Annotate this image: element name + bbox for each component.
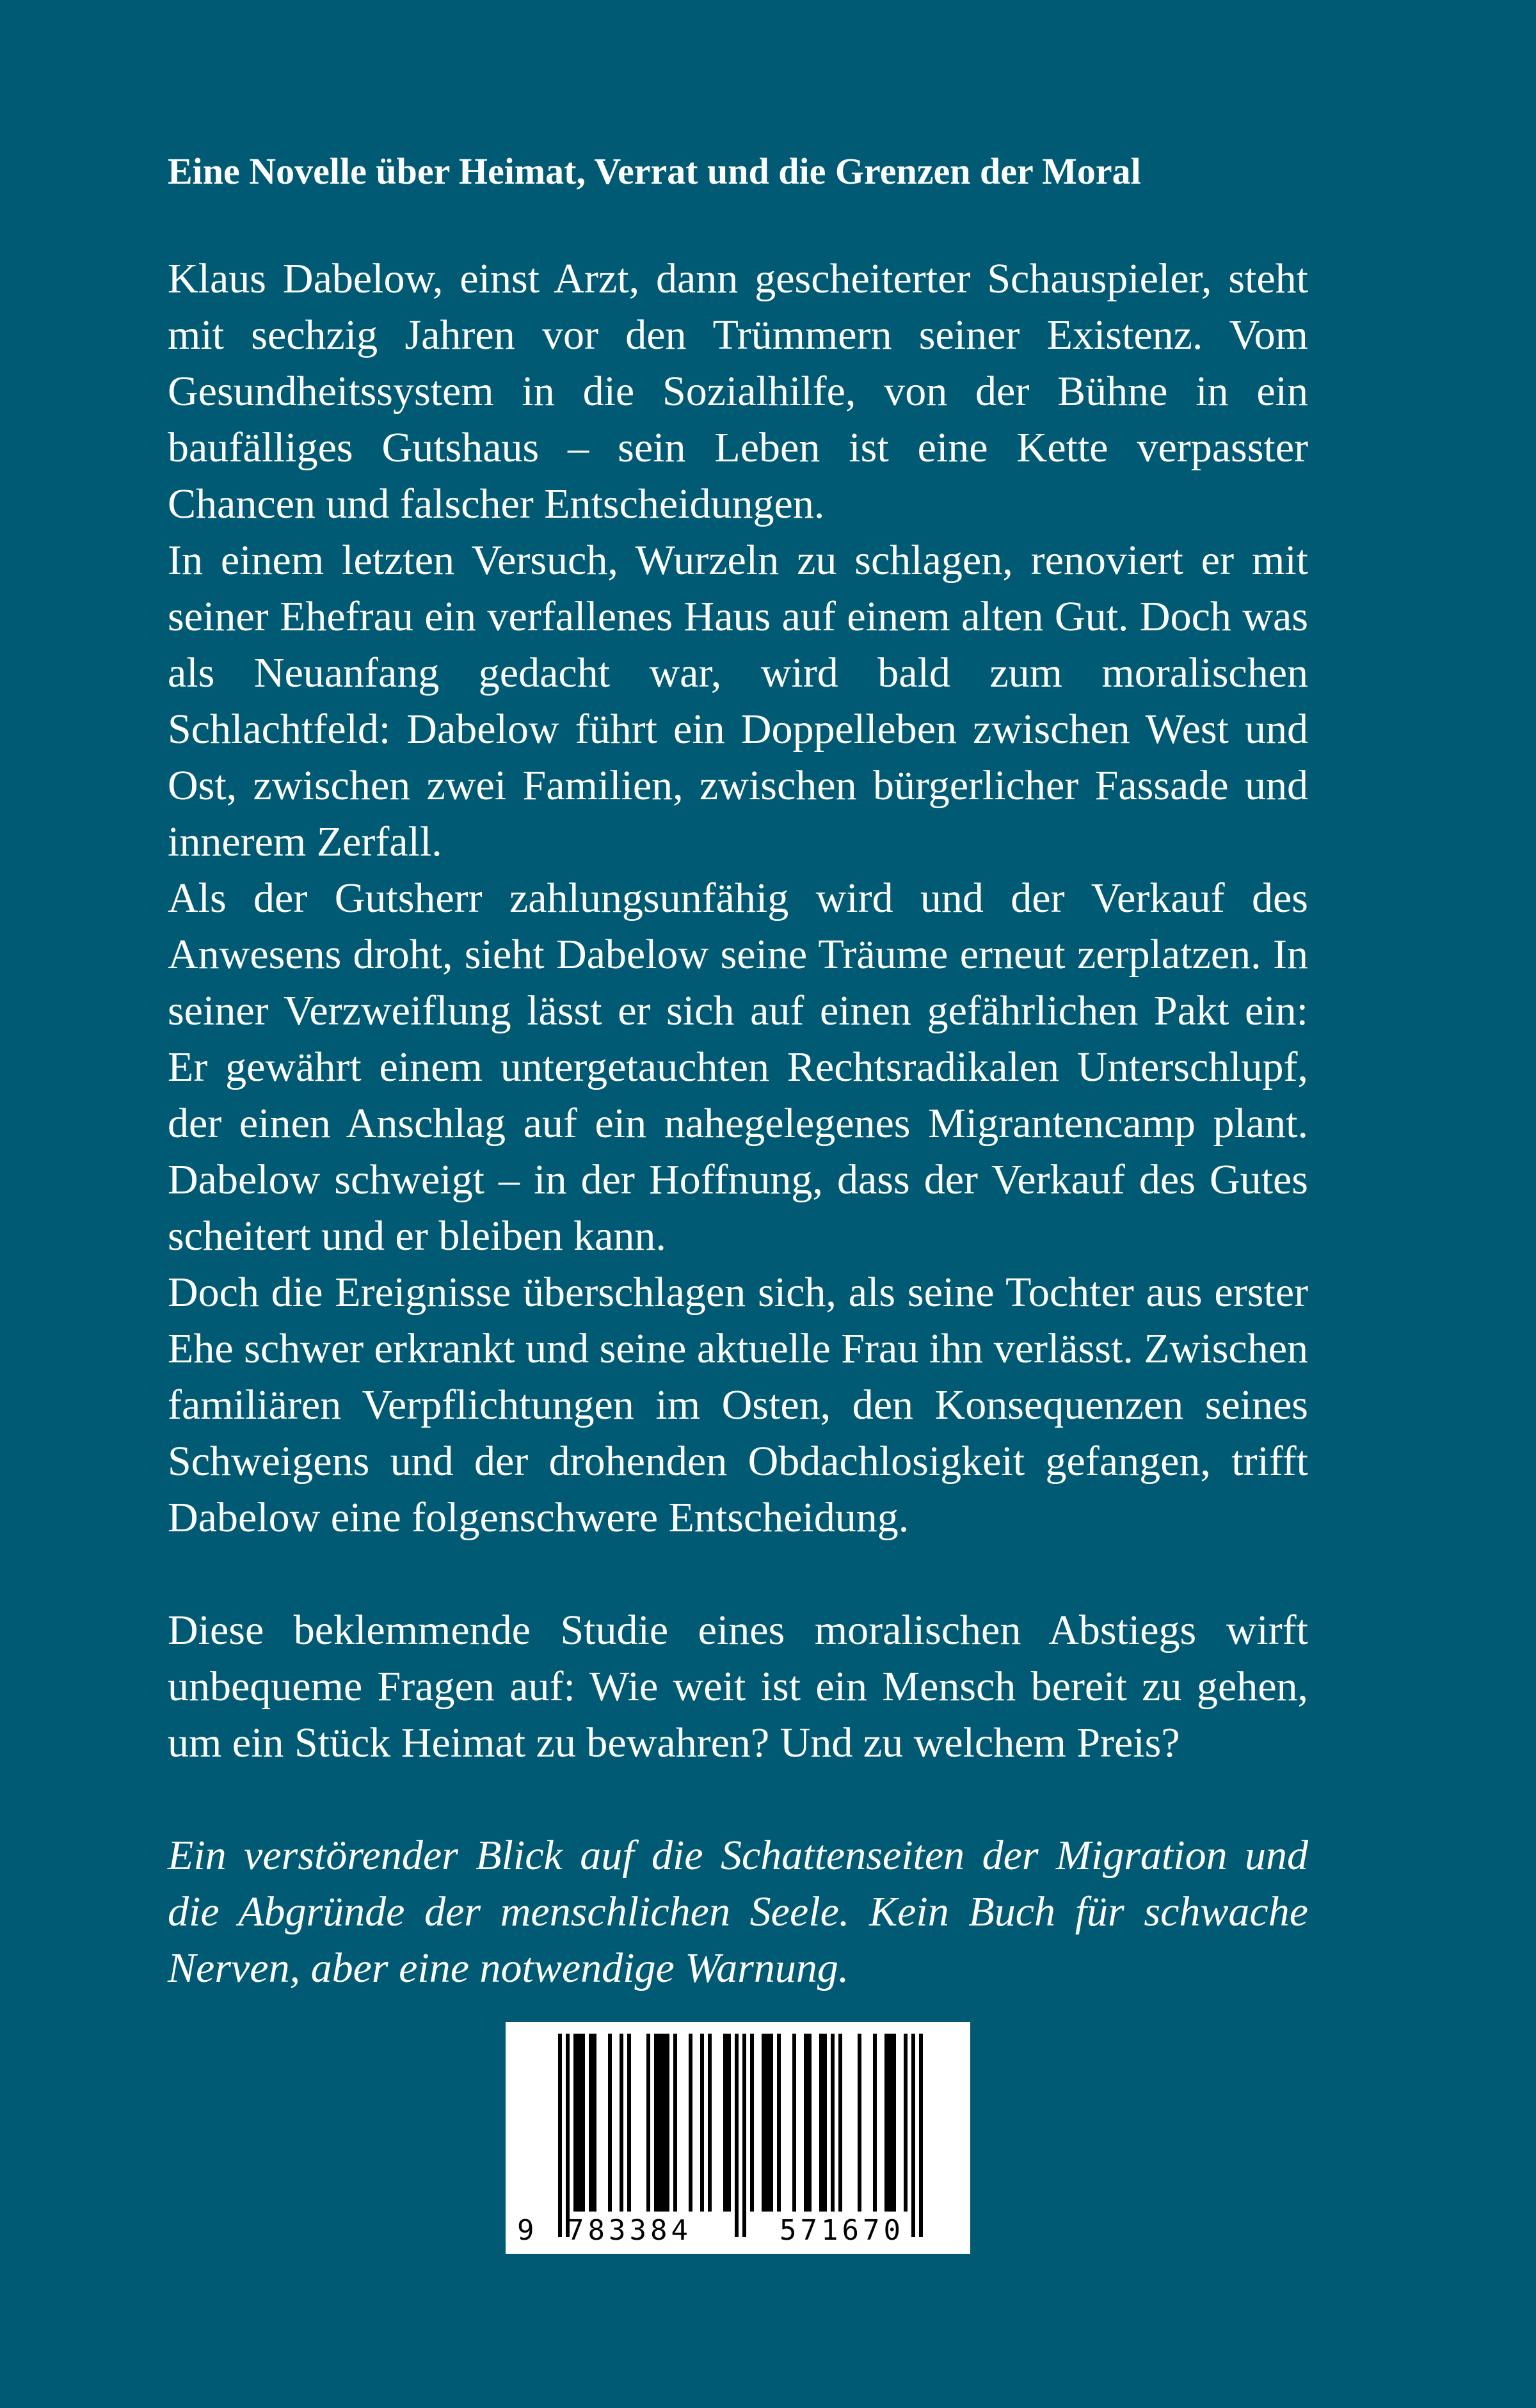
barcode-bar [646,2034,650,2212]
barcode-bar [873,2034,877,2212]
barcode-digits-right: 571670 [780,2214,904,2247]
barcode-bar [573,2034,577,2212]
blurb-paragraph-3: Als der Gutsherr zahlungsunfähig wird und der Verkauf des Anwesens droht, sieht Dabelow seine Träume erneut zerplatzen. In seiner Verzweiflung lässt er sich auf einen gefährlichen Pakt ein: Er gewährt einem untergetauchten Rechtsradikalen Unterschlupf, der einen Anschlag auf ein nahegelegenes Migrantencamp plant. Dabelow schweigt – in der Hoffnung, dass der Verkauf des Gutes scheitert und er bleiben kann. [168,875,1308,1259]
barcode-bar [627,2034,631,2212]
barcode-bar [589,2034,593,2212]
barcode-bar [742,2034,746,2237]
barcode-bar [666,2034,669,2212]
barcode-bar [769,2034,773,2212]
barcode-bar [838,2034,842,2212]
barcode-bar [700,2034,704,2212]
barcode-bar [858,2034,861,2212]
blurb [168,251,1308,1997]
barcode-bar [689,2034,692,2212]
barcode-bar [608,2034,612,2212]
barcode-bar [750,2034,754,2212]
blurb-paragraph-5: Diese beklemmende Studie eines moralischen Abstiegs wirft unbequeme Fragen auf: Wie weit ist ein Mensch bereit zu gehen, um ein Stück Heimat zu bewahren? Und zu welchem Preis? [168,1607,1308,1766]
barcode-bar [823,2034,827,2212]
barcode-bar [819,2034,823,2212]
barcode-bar [566,2034,570,2237]
barcode-bar [904,2034,908,2212]
barcode-bar [662,2034,666,2212]
barcode-bar [911,2034,915,2237]
barcode-bar [892,2034,896,2212]
barcode-bar [577,2034,581,2212]
barcode-bar [658,2034,662,2212]
barcode-bar [620,2034,623,2212]
barcode-bar [804,2034,808,2212]
barcode-bar [831,2034,835,2212]
headline: Eine Novelle über Heimat, Verrat und die Grenzen der Moral [168,150,1141,192]
barcode-bar [808,2034,812,2212]
barcode-bar [888,2034,892,2212]
barcode-bar [654,2034,658,2212]
barcode-bar [919,2034,923,2237]
blurb-paragraph-1: Klaus Dabelow, einst Arzt, dann gescheiterter Schauspieler, steht mit sechzig Jahren vor den Trümmern seiner Existenz. Vom Gesundheitssystem in die Sozialhilfe, von der Bühne in ein baufälliges Gutshaus – sein Leben ist eine Kette verpasster Chancen und falscher Entscheidungen. [168,255,1308,527]
barcode-bar [777,2034,781,2212]
isbn-barcode [506,2022,970,2254]
barcode-bar [558,2034,562,2237]
barcode-digit-prefix: 9 [517,2214,538,2247]
barcode-bar [884,2034,888,2212]
blurb-paragraph-2: In einem letzten Versuch, Wurzeln zu schlagen, renoviert er mit seiner Ehefrau ein verfallenes Haus auf einem alten Gut. Doch was als Neuanfang gedacht war, wird bald zum moralischen Schlachtfeld: Dabelow führt ein Doppelleben zwischen West und Ost, zwischen zwei Familien, zwischen bürgerlicher Fassade und innerem Zerfall. [168,537,1308,865]
blurb-paragraph-4: Doch die Ereignisse überschlagen sich, als seine Tochter aus erster Ehe schwer erkrankt und seine aktuelle Frau ihn verlässt. Zwischen familiären Verpflichtungen im Osten, den Konsequenzen seines Schweigens und der drohenden Obdachlosigkeit gefangen, trifft Dabelow eine folgenschwere Entscheidung. [168,1269,1308,1541]
barcode-bar [792,2034,796,2212]
barcode-bar [673,2034,677,2212]
barcode-bar [765,2034,769,2212]
closing-quote: Ein verstörender Blick auf die Schattenseiten der Migration und die Abgründe der menschlichen Seele. Kein Buch für schwache Nerven, aber eine notwendige Warnung. [168,1832,1308,1991]
barcode-bar [593,2034,596,2212]
barcode-bar [708,2034,712,2212]
barcode-bar [581,2034,585,2212]
barcode-bar [727,2034,731,2212]
barcode-bar [735,2034,739,2237]
barcode-digits-left: 783384 [567,2214,692,2247]
barcode-bar [723,2034,727,2212]
barcode-bar [762,2034,765,2212]
